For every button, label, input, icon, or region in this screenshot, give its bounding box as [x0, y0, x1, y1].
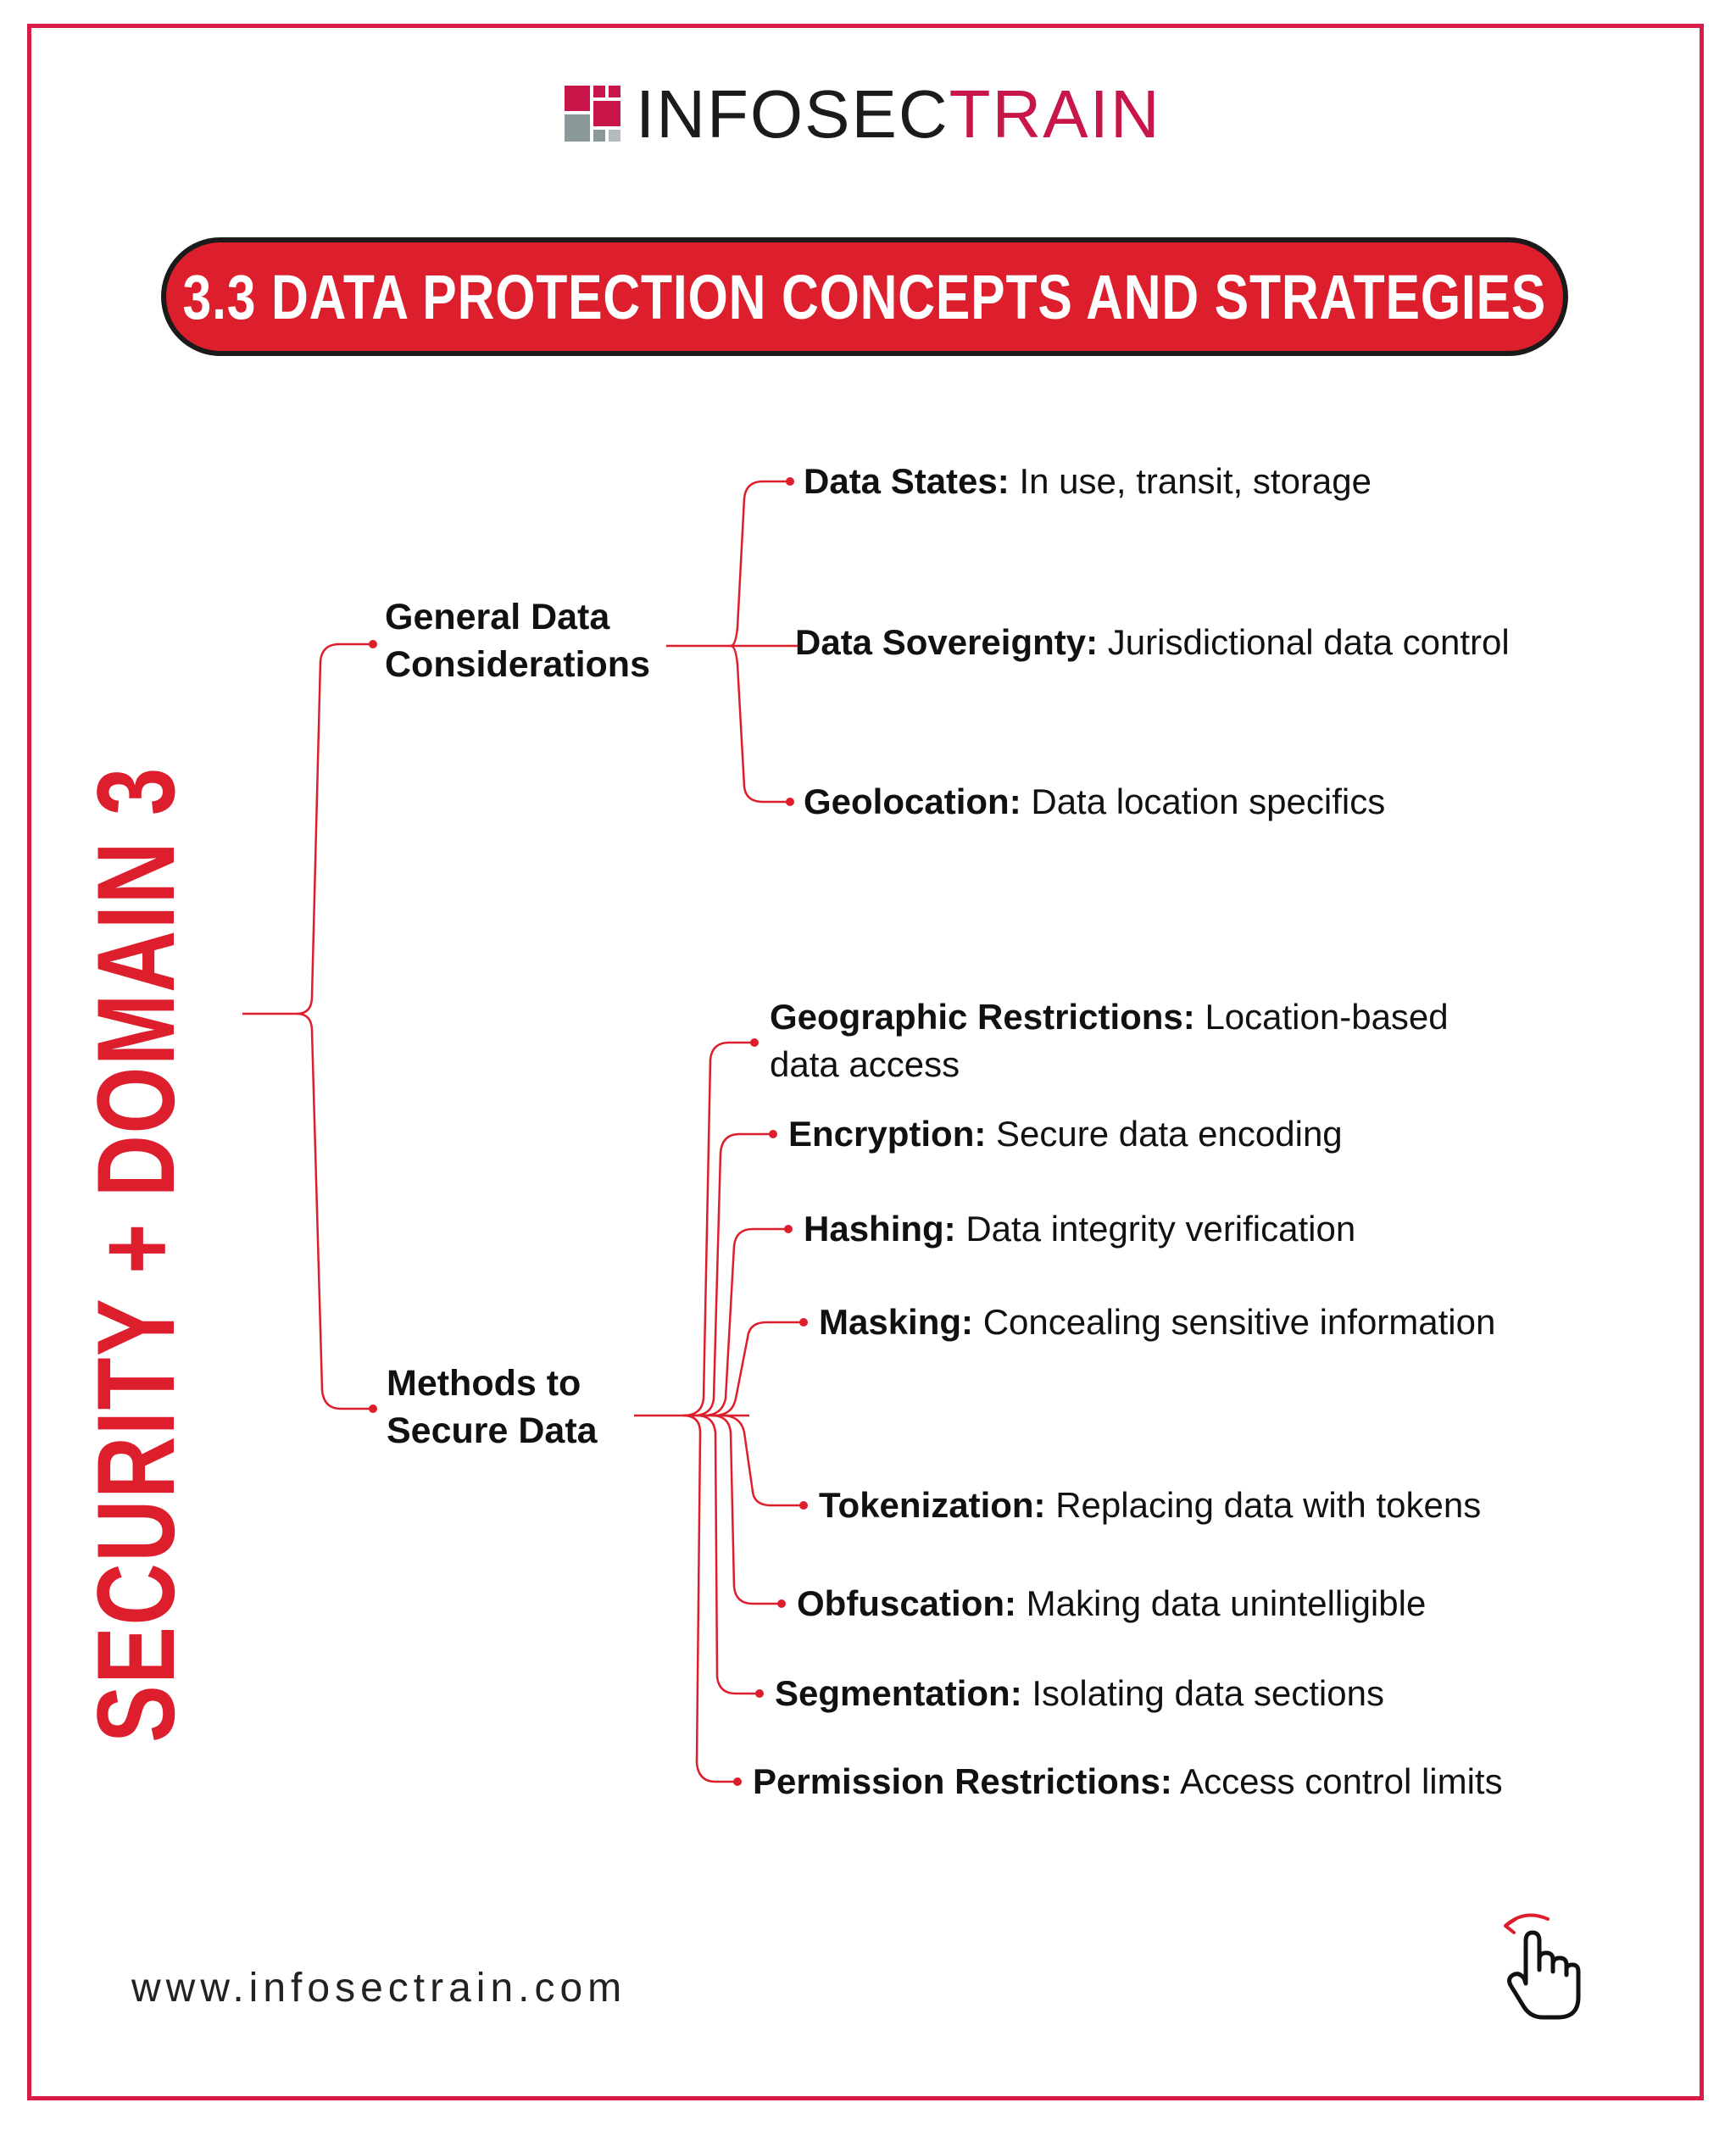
list-item: [788, 1110, 1343, 1158]
item-desc: Secure data encoding: [996, 1114, 1343, 1154]
connector-dot: [786, 477, 794, 486]
general-connector: [666, 481, 790, 646]
item-term: Geographic Restrictions:: [770, 997, 1195, 1037]
hand-pointer-icon: [1499, 1907, 1592, 2026]
item-desc: Jurisdictional data control: [1107, 622, 1510, 662]
branch-general: [385, 593, 673, 688]
item-term: Permission Restrictions:: [753, 1761, 1172, 1801]
item-desc: Making data unintelligible: [1026, 1583, 1427, 1623]
item-term: Obfuscation:: [797, 1583, 1016, 1623]
connector-dot: [755, 1689, 764, 1698]
side-label-text: SECURITY + DOMAIN 3: [74, 766, 198, 1743]
item-term: Hashing:: [804, 1209, 956, 1249]
list-item: [795, 619, 1510, 666]
item-term: Masking:: [819, 1302, 974, 1342]
general-connector-low: [731, 646, 790, 802]
list-item: [819, 1482, 1481, 1529]
page-title: 3.3 DATA PROTECTION CONCEPTS AND STRATEGIES: [182, 261, 1547, 332]
connector-dot: [799, 1318, 808, 1327]
item-desc: Isolating data sections: [1032, 1673, 1384, 1713]
item-term: Data States:: [804, 461, 1010, 501]
item-desc: In use, transit, storage: [1019, 461, 1372, 501]
connector-dot: [799, 1501, 808, 1510]
brand-name-part2: TRAIN: [949, 76, 1161, 152]
item-desc: Data integrity verification: [965, 1209, 1356, 1249]
list-item: [804, 1205, 1355, 1253]
item-desc: Replacing data with tokens: [1055, 1485, 1482, 1525]
list-item: [753, 1758, 1503, 1805]
connector-dot: [750, 1038, 759, 1047]
list-item: [804, 778, 1385, 826]
connector-dot: [369, 1405, 377, 1413]
list-item: [775, 1670, 1384, 1717]
item-desc: Access control limits: [1180, 1761, 1503, 1801]
item-term: Data Sovereignty:: [795, 622, 1099, 662]
branch-methods: [387, 1360, 641, 1455]
connector-dot: [733, 1777, 742, 1786]
brand-name-part1: INFOSEC: [636, 76, 949, 152]
connector-dot: [777, 1599, 786, 1608]
list-item: [770, 993, 1499, 1088]
item-desc: Concealing sensitive information: [982, 1302, 1496, 1342]
branch-general-label: General Data Considerations: [385, 597, 650, 685]
root-connector-lower: [297, 1014, 373, 1409]
list-item: [797, 1580, 1426, 1627]
list-item: [819, 1299, 1495, 1346]
item-term: Geolocation:: [804, 782, 1021, 821]
branch-methods-label: Methods to Secure Data: [387, 1363, 598, 1451]
connector-dot: [784, 1225, 793, 1233]
list-item: [804, 458, 1372, 505]
connector-dot: [369, 640, 377, 648]
connector-dot: [769, 1130, 777, 1138]
item-term: Tokenization:: [819, 1485, 1046, 1525]
website-url[interactable]: www.infosectrain.com: [131, 1966, 627, 2011]
root-connector: [242, 644, 373, 1014]
item-term: Encryption:: [788, 1114, 987, 1154]
item-desc: Location-based data access: [770, 997, 1449, 1084]
item-desc: Data location specifics: [1031, 782, 1386, 821]
connector-dot: [786, 798, 794, 806]
item-term: Segmentation:: [775, 1673, 1022, 1713]
